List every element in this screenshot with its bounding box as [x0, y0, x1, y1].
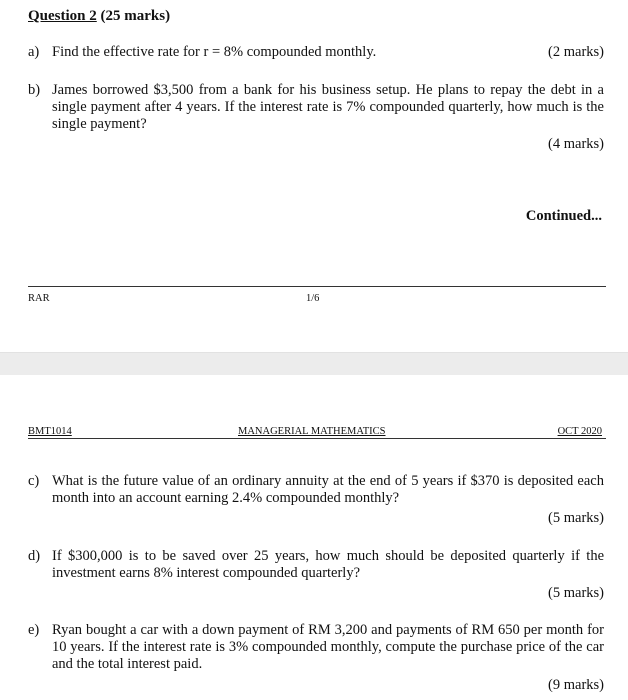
item-letter: e) [28, 622, 40, 638]
footer-initials: RAR [28, 293, 50, 304]
footer-divider [28, 286, 606, 287]
question-title [28, 8, 170, 25]
item-letter: c) [28, 473, 40, 489]
continued-note: Continued... [525, 208, 602, 224]
item-marks-c: (5 marks) [548, 510, 604, 526]
header-divider [28, 438, 606, 439]
item-marks-e: (9 marks) [548, 677, 604, 693]
page-separator [0, 352, 628, 376]
question-number: Question 2 [28, 8, 97, 24]
question-item-c [28, 473, 604, 507]
item-letter: a) [28, 44, 40, 60]
item-marks-a: (2 marks) [548, 44, 604, 60]
item-letter: d) [28, 548, 41, 564]
item-text: If $300,000 is to be saved over 25 years, how much should be deposited quarterly if the investment earns 8% interest compounded quarterly? [52, 548, 604, 581]
item-letter: b) [28, 82, 41, 98]
header-course-code: BMT1014 [28, 426, 72, 437]
question-item-b [28, 82, 604, 133]
page-2 [0, 375, 628, 700]
header-date: OCT 2020 [557, 426, 602, 437]
item-text: James borrowed $3,500 from a bank for his business setup. He plans to repay the debt in a single payment after 4 years. If the interest rate is 7% compounded quarterly, how much is the single payment? [52, 82, 604, 132]
question-item-e [28, 622, 604, 673]
question-total-marks: (25 marks) [96, 8, 171, 24]
footer-page-number: 1/6 [306, 293, 320, 304]
item-text: Ryan bought a car with a down payment of RM 3,200 and payments of RM 650 per month for 10 years. If the interest rate is 3% compounded monthly, compute the purchase price of the car and the total interest paid. [52, 622, 604, 672]
item-text: What is the future value of an ordinary annuity at the end of 5 years if $370 is deposited each month into an account earning 2.4% compounded monthly? [52, 473, 604, 506]
question-item-d [28, 548, 604, 582]
item-text: Find the effective rate for r = 8% compounded monthly. [52, 44, 377, 60]
item-marks-b: (4 marks) [548, 136, 604, 152]
item-marks-d: (5 marks) [548, 585, 604, 601]
question-item-a [28, 44, 604, 61]
header-course-title: MANAGERIAL MATHEMATICS [238, 426, 386, 437]
